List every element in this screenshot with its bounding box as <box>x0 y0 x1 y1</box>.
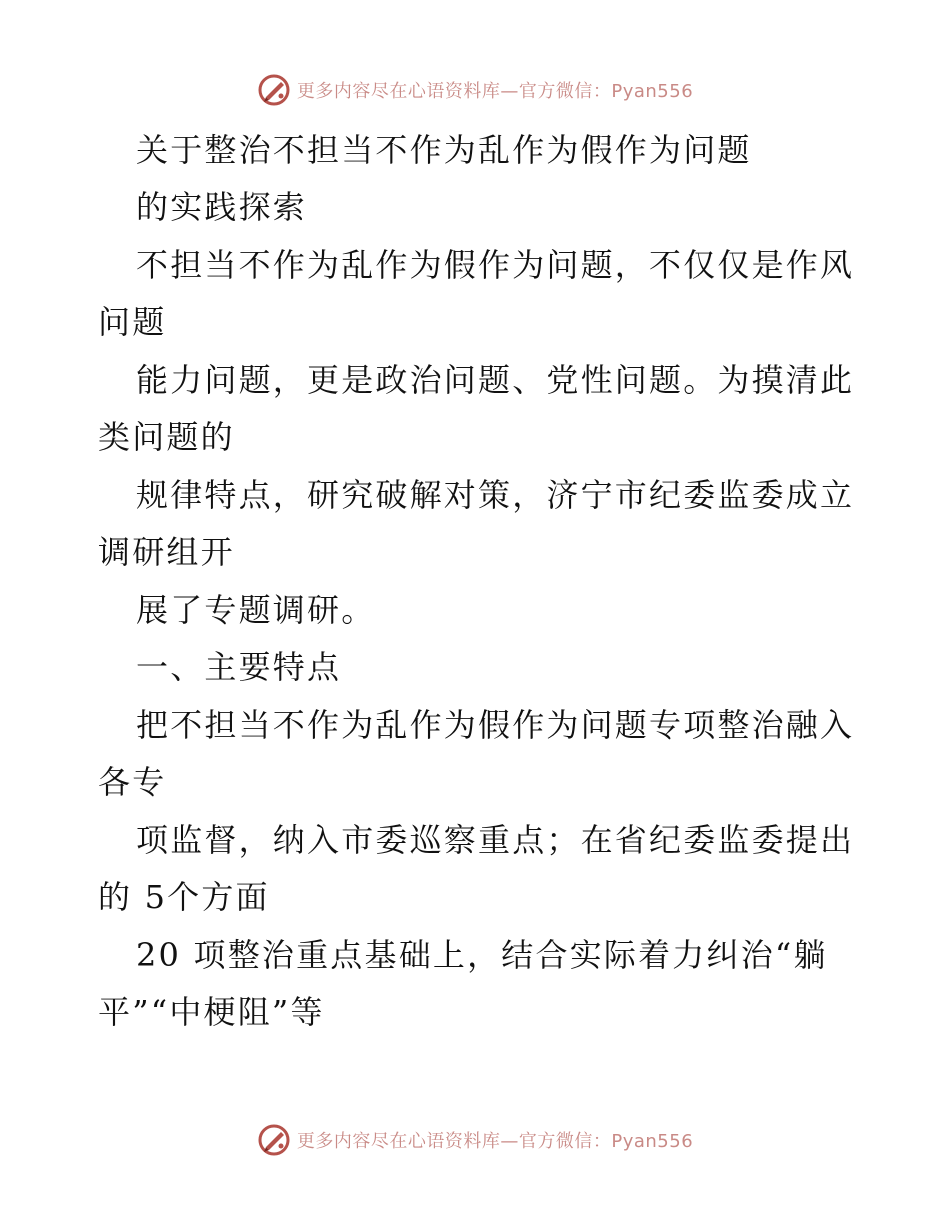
header-watermark <box>0 72 950 108</box>
paragraph-line: 20 项整治重点基础上，结合实际着力纠治“躺 <box>136 936 828 974</box>
paragraph-line: 问题 <box>98 303 167 341</box>
paragraph-line: 类问题的 <box>98 418 235 456</box>
paragraph-line: 不担当不作为乱作为假作为问题，不仅仅是作风 <box>136 246 855 284</box>
pen-circle-logo-icon <box>257 1123 291 1157</box>
watermark-text: 更多内容尽在心语资料库—官方微信：Pyan556 <box>296 81 694 102</box>
document-title-line-1: 关于整治不担当不作为乱作为假作为问题 <box>136 131 752 169</box>
paragraph-line: 的 5个方面 <box>98 878 270 916</box>
paragraph-line: 项监督，纳入市委巡察重点；在省纪委监委提出 <box>136 821 855 859</box>
pen-circle-logo-icon <box>257 73 291 107</box>
document-title-line-2: 的实践探索 <box>136 188 308 226</box>
footer-watermark <box>0 1122 950 1158</box>
paragraph-line: 规律特点，研究破解对策，济宁市纪委监委成立 <box>136 476 855 514</box>
paragraph-line: 平”“中梗阻”等 <box>98 993 325 1031</box>
paragraph-line: 展了专题调研。 <box>136 591 376 629</box>
paragraph-line: 能力问题，更是政治问题、党性问题。为摸清此 <box>136 361 855 399</box>
paragraph-line: 把不担当不作为乱作为假作为问题专项整治融入 <box>136 706 855 744</box>
paragraph-line: 调研组开 <box>98 533 235 571</box>
section-heading: 一、主要特点 <box>136 648 342 686</box>
watermark-text: 更多内容尽在心语资料库—官方微信：Pyan556 <box>296 1131 694 1152</box>
paragraph-line: 各专 <box>98 763 167 801</box>
